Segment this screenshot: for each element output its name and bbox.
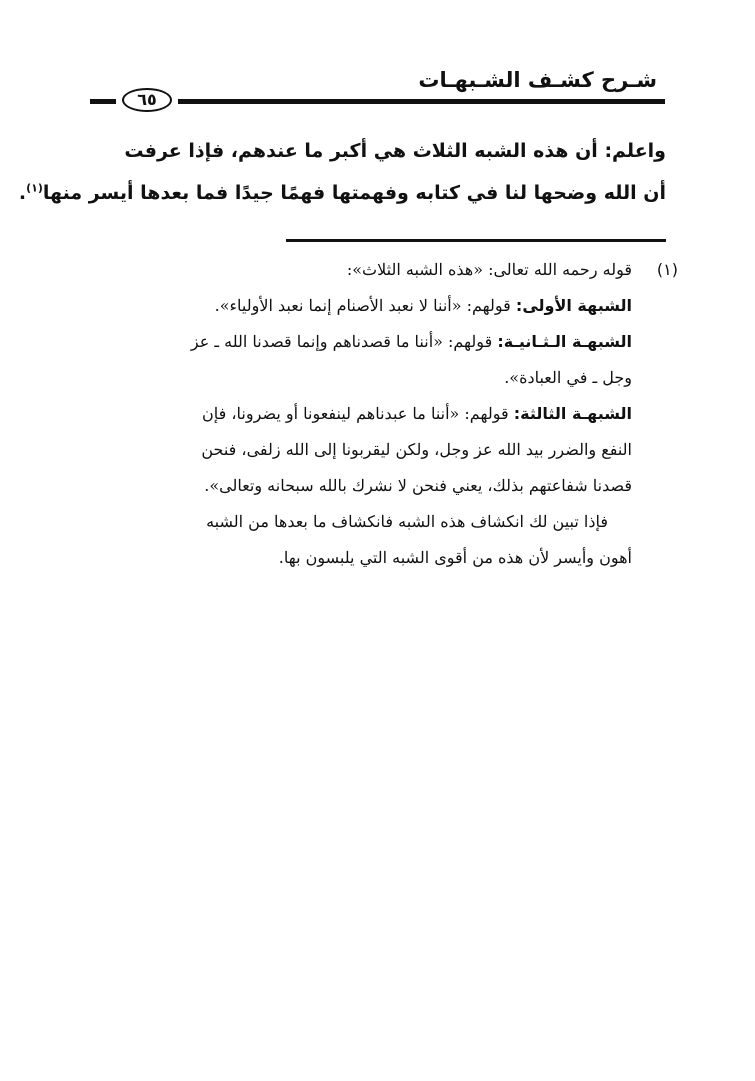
footnote-line xyxy=(98,468,678,504)
third-doubt-continued-2: قصدنا شفاعتهم بذلك، يعني فنحن لا نشرك بالله سبحانه وتعالى». xyxy=(204,476,632,495)
footnote-line xyxy=(98,324,678,360)
main-line xyxy=(18,172,666,214)
running-title: شـرح كشـف الشـبهـات xyxy=(418,68,657,92)
conclusion-line-2: أهون وأيسر لأن هذه من أقوى الشبه التي يلبسون بها. xyxy=(278,548,632,567)
page-header xyxy=(90,60,665,120)
footnote-separator xyxy=(286,239,666,242)
second-doubt-label: الشبهـة الـثـانيـة: xyxy=(497,332,632,351)
main-line xyxy=(96,130,666,172)
footnote-line xyxy=(98,252,678,288)
footnote-intro: قوله رحمه الله تعالى: «هذه الشبه الثلاث»: xyxy=(346,260,632,279)
conclusion-line-1: فإذا تبين لك انكشاف هذه الشبه فانكشاف ما بعدها من الشبه xyxy=(206,512,608,531)
first-doubt-label: الشبهة الأولى: xyxy=(515,296,632,315)
first-doubt-text: قولهم: «أننا لا نعبد الأصنام إنما نعبد الأولياء». xyxy=(214,296,511,315)
footnote-line xyxy=(98,540,678,576)
main-text xyxy=(18,130,666,214)
third-doubt-label: الشبهـة الثالثة: xyxy=(513,404,632,423)
footnote xyxy=(98,252,678,576)
main-line-2: أن الله وضحها لنا في كتابه وفهمتها فهمًا جيدًا فما بعدها أيسر منها xyxy=(42,182,666,204)
footnote-line xyxy=(98,432,678,468)
footnote-line xyxy=(98,504,678,540)
footnote-line xyxy=(98,396,678,432)
footnote-reference[interactable]: (١) xyxy=(26,181,43,195)
page-number: ٦٥ xyxy=(122,88,172,112)
second-doubt-continued: وجل ـ في العبادة». xyxy=(504,368,632,387)
footnote-line xyxy=(98,360,678,396)
third-doubt-continued-1: النفع والضرر بيد الله عز وجل، ولكن ليقربونا إلى الله زلفى، فنحن xyxy=(201,440,632,459)
main-line-2-end: . xyxy=(18,182,27,204)
main-line-1: واعلم: أن هذه الشبه الثلاث هي أكبر ما عندهم، فإذا عرفت xyxy=(124,140,666,162)
second-doubt-text: قولهم: «أننا ما قصدناهم وإنما قصدنا الله ـ عز xyxy=(190,332,493,351)
footnote-line xyxy=(98,288,678,324)
header-rule xyxy=(178,99,665,104)
footnote-number: (١) xyxy=(656,260,678,279)
third-doubt-text: قولهم: «أننا ما عبدناهم لينفعونا أو يضرونا، فإن xyxy=(202,404,509,423)
header-dash xyxy=(90,99,116,104)
